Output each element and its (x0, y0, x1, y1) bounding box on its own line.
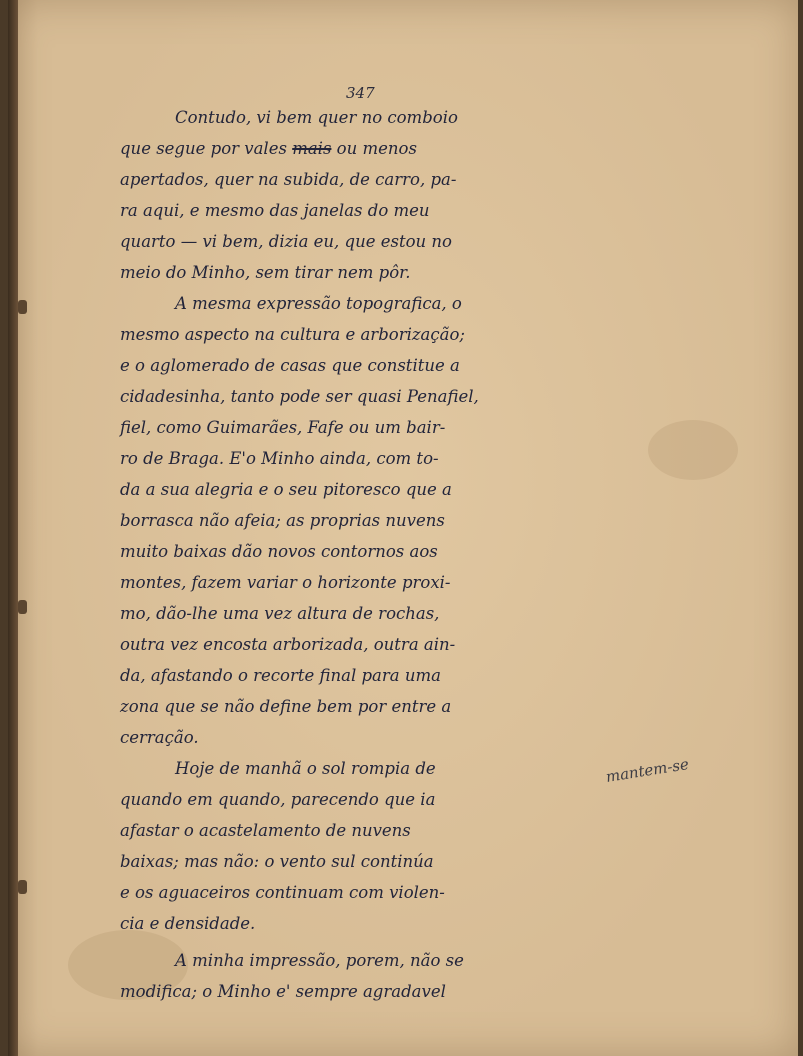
line-text: muito baixas dão novos contornos aos (120, 542, 438, 561)
book-binding (8, 0, 18, 1056)
line-text: e o aglomerado de casas que constitue a (120, 356, 460, 375)
line-text: quarto — vi bem, dizia eu, que estou no (120, 232, 452, 251)
text-line (120, 629, 605, 660)
text-line (120, 319, 605, 350)
line-text: ro de Braga. E'o Minho ainda, com to- (120, 449, 439, 468)
line-text: modifica; o Minho e' sempre agradavel (120, 982, 446, 1001)
line-text: montes, fazem variar o horizonte proxi- (120, 573, 451, 592)
text-line (120, 877, 605, 908)
struck-word: mais (292, 139, 332, 158)
line-text: da, afastando o recorte final para uma (120, 666, 441, 685)
line-text: fiel, como Guimarães, Fafe ou um bair- (120, 418, 446, 437)
text-line (120, 474, 605, 505)
line-text: mesmo aspecto na cultura e arborização; (120, 325, 465, 344)
text-line (120, 691, 605, 722)
text-line (120, 908, 605, 939)
binding-hole (18, 600, 27, 614)
text-line (120, 257, 605, 288)
paper-stain (648, 420, 738, 480)
text-line (120, 505, 605, 536)
margin-note: mantem-se (604, 755, 690, 786)
text-line (120, 350, 605, 381)
line-text: A minha impressão, porem, não se (175, 951, 464, 970)
text-line (120, 133, 605, 164)
text-line (120, 784, 605, 815)
text-line (120, 412, 605, 443)
text-line (120, 753, 605, 784)
line-text: meio do Minho, sem tirar nem pôr. (120, 263, 411, 282)
binding-hole (18, 880, 27, 894)
text-line (120, 945, 605, 976)
line-text: que segue por vales (120, 139, 287, 158)
text-line (120, 976, 605, 1007)
line-text-after: ou menos (331, 139, 417, 158)
line-text: cerração. (120, 728, 199, 747)
line-text: afastar o acastelamento de nuvens (120, 821, 411, 840)
line-text: Hoje de manhã o sol rompia de (175, 759, 436, 778)
text-line (120, 288, 605, 319)
text-line (120, 381, 605, 412)
line-text: A mesma expressão topografica, o (175, 294, 462, 313)
page-number: 347 (346, 84, 375, 102)
line-text: baixas; mas não: o vento sul continúa (120, 852, 434, 871)
line-text: Contudo, vi bem quer no comboio (175, 108, 458, 127)
binding-hole (18, 300, 27, 314)
text-line (120, 722, 605, 753)
text-line (120, 443, 605, 474)
line-text: outra vez encosta arborizada, outra ain- (120, 635, 456, 654)
text-line (120, 226, 605, 257)
text-line (120, 536, 605, 567)
text-line (120, 102, 605, 133)
line-text: apertados, quer na subida, de carro, pa- (120, 170, 457, 189)
line-text: cidadesinha, tanto pode ser quasi Penafiel, (120, 387, 479, 406)
line-text: zona que se não define bem por entre a (120, 697, 452, 716)
line-text: quando em quando, parecendo que ia (120, 790, 436, 809)
line-text: mo, dão-lhe uma vez altura de rochas, (120, 604, 440, 623)
text-line (120, 567, 605, 598)
line-text: da a sua alegria e o seu pitoresco que a (120, 480, 452, 499)
text-line (120, 846, 605, 877)
line-text: ra aqui, e mesmo das janelas do meu (120, 201, 430, 220)
line-text: cia e densidade. (120, 914, 256, 933)
line-text: borrasca não afeia; as proprias nuvens (120, 511, 445, 530)
manuscript-page (8, 0, 798, 1056)
text-line (120, 815, 605, 846)
text-line (120, 195, 605, 226)
text-line (120, 660, 605, 691)
text-line (120, 598, 605, 629)
text-line (120, 164, 605, 195)
handwritten-text (120, 102, 605, 1007)
line-text: e os aguaceiros continuam com violen- (120, 883, 445, 902)
